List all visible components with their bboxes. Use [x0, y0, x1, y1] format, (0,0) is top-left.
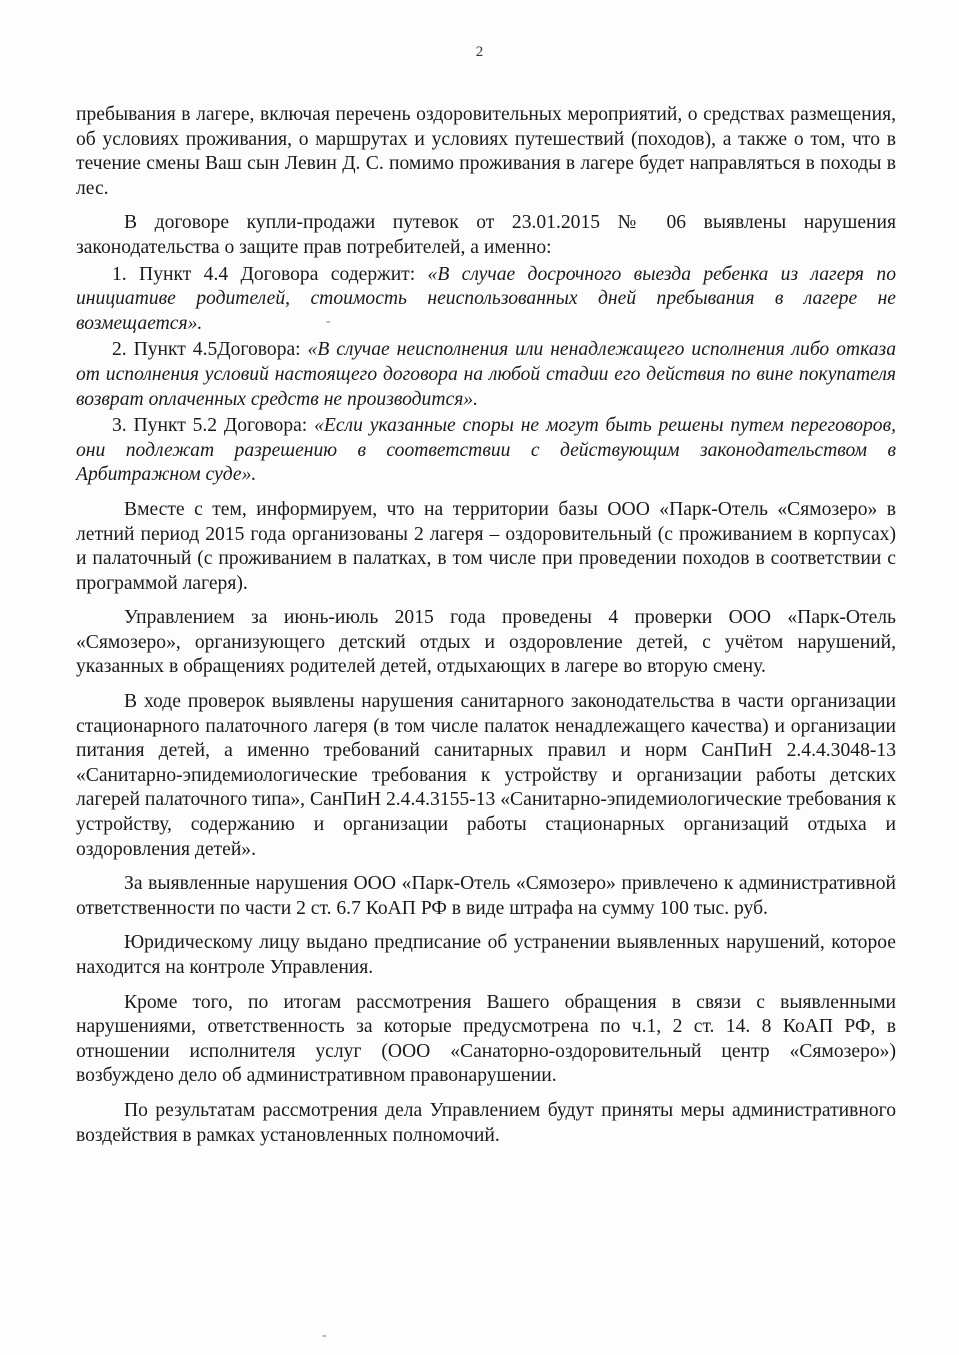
paragraph-fine: За выявленные нарушения ООО «Парк-Отель «Сямозеро» привлечено к административной ответственности по части 2 ст. 6.7 КоАП РФ в виде штрафа на сумму 100 тыс. руб. [76, 873, 896, 919]
stray-mark: - [322, 1328, 327, 1343]
item-1-quote: «В случае досрочного выезда ребенка из лагеря по инициативе родителей, стоимость неиспользованных дней пребывания в лагере не возмещается». [76, 263, 896, 334]
item-2-quote: «В случае неисполнения или ненадлежащего исполнения либо отказа от исполнения условий настоящего договора на любой стадии его действия по вине покупателя возврат оплаченных средств не производится». [76, 339, 896, 410]
item-2-lead: 2. Пункт 4.5Договора: [112, 339, 308, 361]
paragraph-violations: В ходе проверок выявлены нарушения санитарного законодательства в части организации стационарного палаточного лагеря (в том числе палаток ненадлежащего качества) и организации питания детей, а именно требований санитарных правил и норм СанПиН 2.4.4.3048-13 «Санитарно-эпидемиологические требования к устройству и организации работы детских лагерей палаточного типа», СанПиН 2.4.4.3155-13 «Санитарно-эпидемиологические требования к устройству, содержанию и организации работы стационарных организаций отдыха и оздоровления детей». [76, 691, 896, 860]
page-number: 2 [475, 44, 484, 60]
item-1-lead: 1. Пункт 4.4 Договора содержит: [112, 263, 428, 285]
paragraph-order: Юридическому лицу выдано предписание об устранении выявленных нарушений, которое находится на контроле Управления. [76, 932, 896, 978]
contract-item-3 [76, 414, 896, 488]
paragraph-continuation: пребывания в лагере, включая перечень оздоровительных мероприятий, о средствах размещения, об условиях проживания, о маршрутах и условиях путешествий (походов), а также о том, что в течение смены Ваш сын Левин Д. С. помимо проживания в лагере будет направляться в походы в лес. [76, 104, 896, 199]
stray-mark: - [326, 314, 331, 329]
paragraph-camps: Вместе с тем, информируем, что на территории базы ООО «Парк-Отель «Сямозеро» в летний период 2015 года организованы 2 лагеря – оздоровительный (с проживанием в корпусах) и палаточный (с проживанием в палатках, в том числе при проведении походов в соответствии с программой лагеря). [76, 498, 896, 594]
item-3-lead: 3. Пункт 5.2 Договора: [112, 415, 315, 437]
paragraph-contract-intro: В договоре купли-продажи путевок от 23.01.2015 № 06 выявлены нарушения законодательства о защите прав потребителей, а именно: [76, 212, 896, 258]
paragraph-inspections: Управлением за июнь-июль 2015 года проведены 4 проверки ООО «Парк-Отель «Сямозеро», организующего детский отдых и оздоровление детей, с учётом нарушений, указанных в обращениях родителей детей, отдыхающих в лагере во вторую смену. [76, 607, 896, 678]
paragraph-measures: По результатам рассмотрения дела Управлением будут приняты меры административного воздействия в рамках установленных полномочий. [76, 1099, 896, 1146]
paragraph-case: Кроме того, по итогам рассмотрения Вашего обращения в связи с выявленными нарушениями, ответственность за которые предусмотрена по ч.1, 2 ст. 14. 8 КоАП РФ, в отношении исполнителя услуг (ООО «Санаторно-оздоровительный центр «Сямозеро») возбуждено дело об административном правонарушении. [76, 991, 896, 1087]
contract-item-1 [76, 263, 896, 337]
item-3-quote: «Если указанные споры не могут быть решены путем переговоров, они подлежат разрешению в соответствии с действующим законодательством в Арбитражном суде». [76, 415, 896, 486]
contract-item-2 [76, 338, 896, 412]
letter-body [76, 103, 896, 1150]
